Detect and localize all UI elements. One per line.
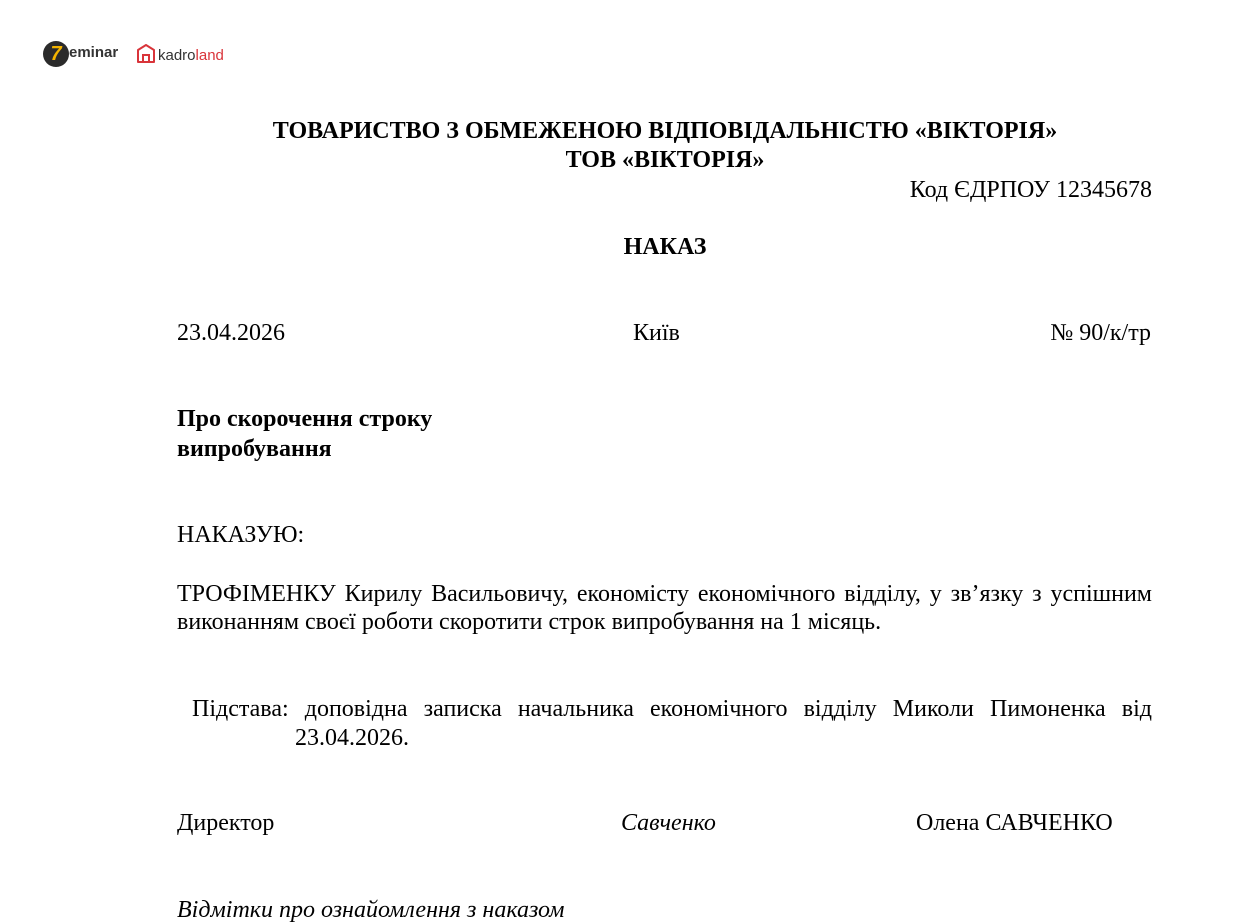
seminar-logo-icon [43, 41, 69, 67]
kadroland-suffix: land [195, 47, 224, 64]
acknowledgement-heading: Відмітки про ознайомлення з наказом [177, 897, 565, 923]
order-number: № 90/к/тр [1050, 320, 1151, 346]
signature-position: Директор [177, 810, 275, 836]
basis-text: Підстава: доповідна записка начальника економічного відділу Миколи Пимоненка від [192, 696, 1152, 722]
kadroland-logo-text [158, 47, 224, 64]
signature-handwritten: Савченко [621, 810, 716, 836]
order-date: 23.04.2026 [177, 320, 285, 346]
document-title: НАКАЗ [623, 234, 707, 260]
edrpou-code: Код ЄДРПОУ 12345678 [909, 177, 1152, 203]
organization-short-name: ТОВ «ВІКТОРІЯ» [565, 147, 765, 173]
subject-line-2: випробування [177, 436, 332, 462]
order-city: Київ [633, 320, 680, 346]
subject-line-1: Про скорочення строку [177, 406, 433, 432]
organization-full-name: ТОВАРИСТВО З ОБМЕЖЕНОЮ ВІДПОВІДАЛЬНІСТЮ «ВІКТОРІЯ» [272, 118, 1058, 144]
order-body-text: ТРОФІМЕНКУ Кирилу Васильовичу, економісту економічного відділу, у зв’язку з успішним виконанням своєї роботи скоротити строк випробування на 1 місяць. [177, 581, 1152, 635]
kadroland-prefix: kadro [158, 47, 196, 64]
basis-date: 23.04.2026. [295, 725, 409, 751]
signature-name: Олена САВЧЕНКО [916, 810, 1113, 836]
seminar-logo-text: eminar [69, 44, 119, 61]
seminar-logo-mark: 7 [50, 43, 62, 65]
order-word: НАКАЗУЮ: [177, 522, 305, 548]
kadroland-logo-icon [137, 44, 155, 64]
